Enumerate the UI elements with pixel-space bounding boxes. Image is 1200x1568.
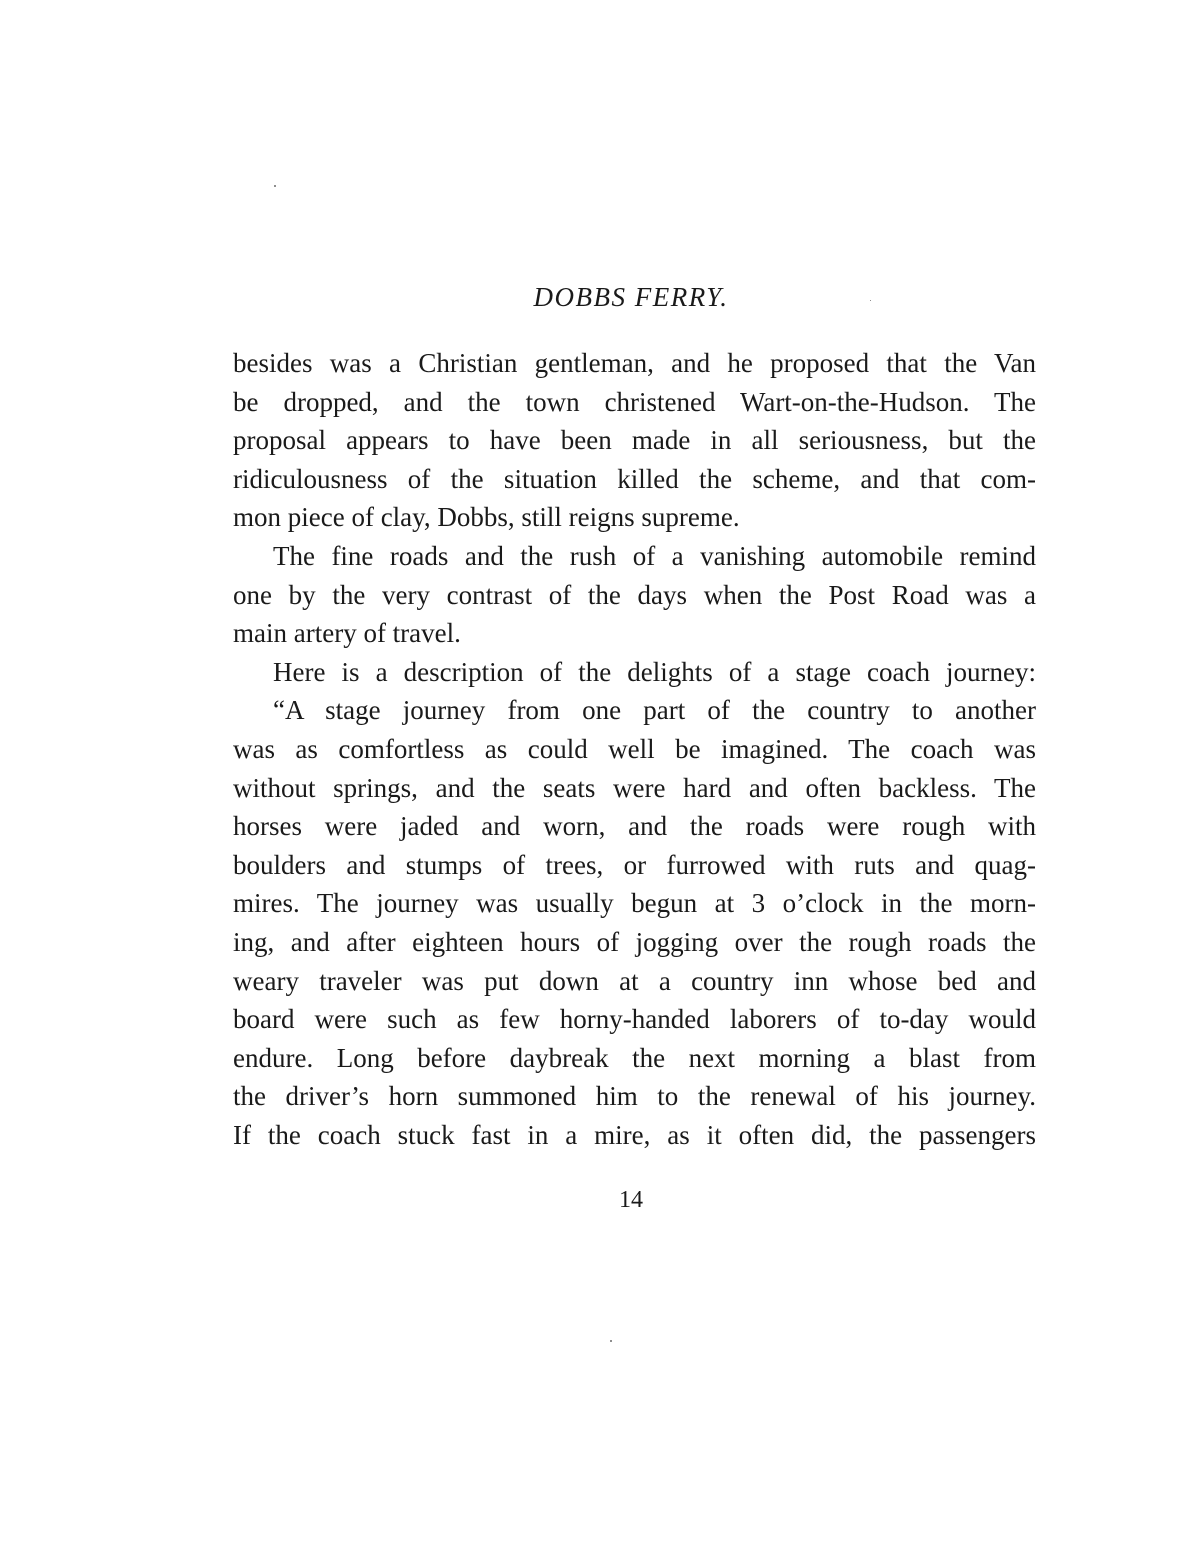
text-line: boulders and stumps of trees, or furrowed with ruts and quag-	[233, 849, 1036, 880]
running-head: DOBBS FERRY.	[533, 282, 729, 312]
text-line: be dropped, and the town christened Wart-on-the-Hudson. The	[233, 386, 1036, 417]
text-line: If the coach stuck fast in a mire, as it often did, the passengers	[233, 1119, 1036, 1150]
text-line: without springs, and the seats were hard and often backless. The	[233, 772, 1036, 803]
text-line: mires. The journey was usually begun at 3 o’clock in the morn-	[233, 888, 1036, 919]
text-line: one by the very contrast of the days when the Post Road was a	[233, 579, 1036, 610]
text-line: the driver’s horn summoned him to the renewal of his journey.	[233, 1081, 1036, 1112]
body-text	[233, 344, 1036, 1154]
text-line: proposal appears to have been made in all seriousness, but the	[233, 425, 1036, 456]
paper-speck	[610, 1340, 612, 1342]
text-line: was as comfortless as could well be imagined. The coach was	[233, 733, 1036, 764]
text-line: weary traveler was put down at a country inn whose bed and	[233, 965, 1036, 996]
text-line: “A stage journey from one part of the country to another	[273, 695, 1036, 726]
text-line: mon piece of clay, Dobbs, still reigns supreme.	[233, 502, 740, 533]
text-line: besides was a Christian gentleman, and he proposed that the Van	[233, 348, 1036, 378]
paper-speck	[274, 185, 276, 187]
text-line: ing, and after eighteen hours of jogging over the rough roads the	[233, 926, 1036, 957]
page-number: 14	[619, 1187, 643, 1213]
text-line: main artery of travel.	[233, 618, 461, 649]
text-line: The fine roads and the rush of a vanishing automobile remind	[273, 540, 1036, 571]
text-line: Here is a description of the delights of a stage coach journey:	[273, 656, 1036, 687]
text-line: board were such as few horny-handed laborers of to-day would	[233, 1004, 1036, 1035]
text-line: ridiculousness of the situation killed the scheme, and that com-	[233, 463, 1036, 494]
text-line: horses were jaded and worn, and the roads were rough with	[233, 811, 1036, 842]
text-line: endure. Long before daybreak the next morning a blast from	[233, 1042, 1036, 1073]
